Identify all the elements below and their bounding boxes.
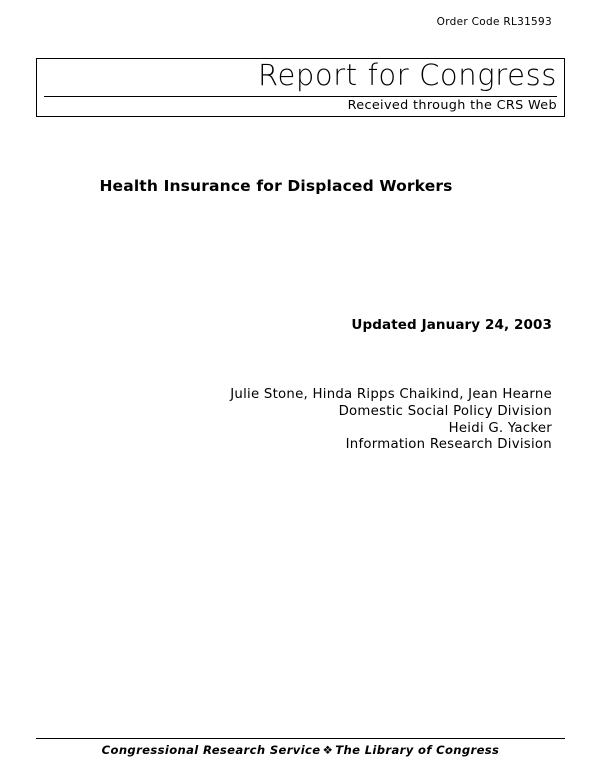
- author-line: Julie Stone, Hinda Ripps Chaikind, Jean Hearne: [230, 387, 552, 402]
- footer: [36, 743, 565, 757]
- page-title: Health Insurance for Displaced Workers: [99, 177, 453, 195]
- masthead-subtitle: Received through the CRS Web: [347, 98, 557, 113]
- author-line: Heidi G. Yacker: [448, 420, 552, 436]
- author-line: Domestic Social Policy Division: [338, 403, 552, 419]
- masthead-title: Report for Congress: [258, 58, 557, 92]
- diamond-icon: ❖: [322, 743, 334, 757]
- order-code: Order Code RL31593: [436, 16, 552, 28]
- updated-date: Updated January 24, 2003: [351, 317, 552, 333]
- authors-block: [0, 387, 552, 454]
- footer-divider: [36, 738, 565, 739]
- author-line: Information Research Division: [345, 437, 552, 453]
- masthead-inner: [44, 59, 557, 116]
- masthead-box: [36, 58, 565, 117]
- footer-agency: Congressional Research Service: [101, 743, 321, 757]
- footer-institution: The Library of Congress: [335, 743, 500, 757]
